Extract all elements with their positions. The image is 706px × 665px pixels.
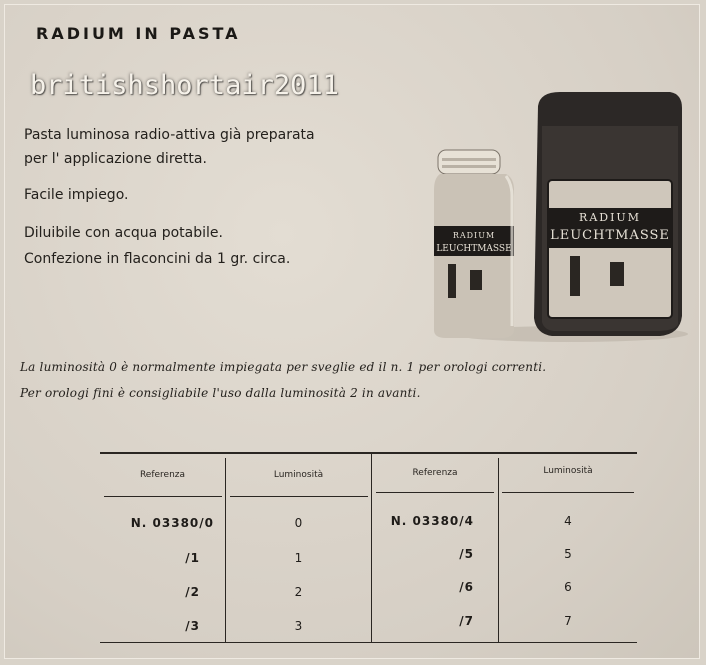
header-rule-3: [376, 492, 494, 493]
header-referenza-left: Referenza: [139, 470, 186, 480]
box-label-bottom: LEUCHTMASSE: [550, 228, 670, 243]
table-row-lum: 3: [294, 619, 303, 633]
description-line-5: Confezione in flaconcini da 1 gr. circa.: [24, 251, 291, 267]
table-row-ref: N. 03380/0: [130, 516, 214, 530]
table-row-lum: 2: [294, 585, 303, 599]
page-title: RADIUM IN PASTA: [36, 24, 241, 43]
table-row-lum: 5: [564, 547, 572, 561]
table-bottom-rule: [100, 642, 637, 643]
usage-note-1: La luminosità 0 è normalmente impiegata per sveglie ed il n. 1 per orologi correnti.: [20, 360, 547, 374]
box-label-top: RADIUM: [579, 211, 641, 224]
product-bottle: [434, 150, 514, 338]
table-row-lum: 6: [564, 580, 572, 594]
header-referenza-right: Referenza: [412, 468, 458, 478]
table-row-ref: N. 03380/4: [390, 514, 474, 528]
table-row-ref: /2: [185, 585, 200, 599]
table-row-ref: /5: [459, 547, 474, 561]
table-row-lum: 0: [294, 516, 303, 530]
bottle-label-top: RADIUM: [452, 231, 496, 240]
table-row-lum: 1: [294, 551, 303, 565]
watermark-text: britishshortair2011: [30, 70, 339, 101]
description-line-2: per l' applicazione diretta.: [24, 151, 207, 167]
table-row-lum: 4: [564, 514, 572, 528]
table-row-ref: /7: [459, 614, 474, 628]
usage-note-2: Per orologi fini è consigliabile l'uso dalla luminosità 2 in avanti.: [20, 386, 421, 400]
header-rule-2: [230, 496, 368, 497]
table-row-ref: /3: [185, 619, 200, 633]
product-box: [534, 92, 682, 336]
table-row-ref: /1: [185, 551, 200, 565]
bottle-label-bottom: LEUCHTMASSE: [436, 244, 512, 254]
header-rule-4: [502, 492, 634, 493]
product-photo: [420, 86, 690, 346]
reference-table: [100, 452, 637, 644]
header-rule-1: [104, 496, 222, 497]
description-line-1: Pasta luminosa radio-attiva già preparata: [24, 127, 315, 143]
description-line-4: Diluibile con acqua potabile.: [24, 225, 223, 241]
header-luminosita-right: Luminosità: [543, 466, 593, 476]
description-line-3: Facile impiego.: [24, 187, 129, 203]
table-row-lum: 7: [564, 614, 572, 628]
table-row-ref: /6: [459, 580, 474, 594]
table-top-rule: [100, 452, 637, 454]
header-luminosita-left: Luminosità: [273, 470, 324, 480]
